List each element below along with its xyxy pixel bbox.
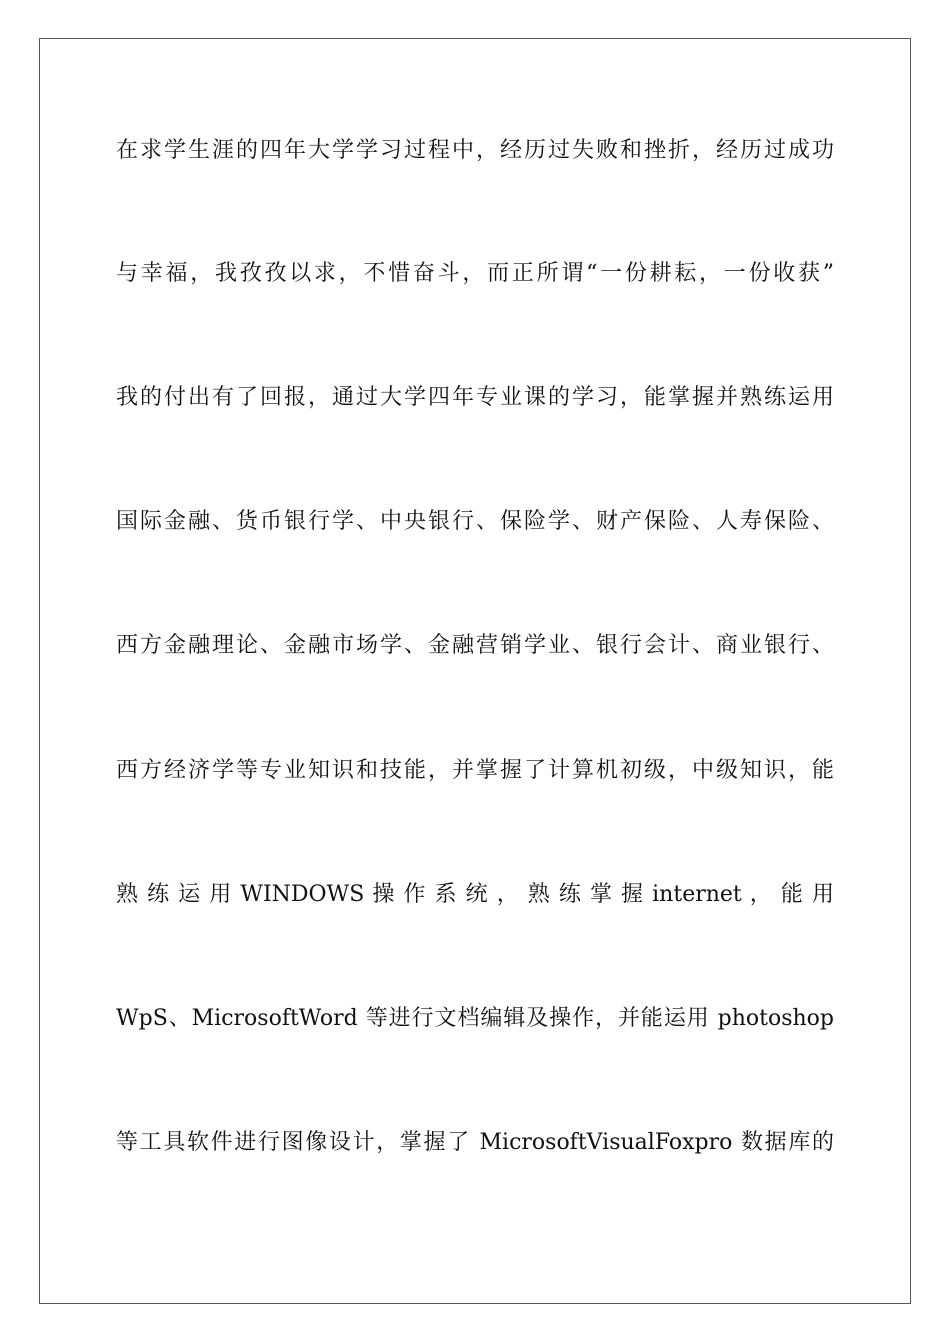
paragraph-line-3: 我的付出有了回报，通过大学四年专业课的学习，能掌握并熟练运用 [116,385,834,410]
paragraph-line-8: WpS、MicrosoftWord 等进行文档编辑及操作，并能运用 photoshop [116,1006,834,1031]
page-frame [39,38,911,1304]
paragraph-line-4: 国际金融、货币银行学、中央银行、保险学、财产保险、人寿保险、 [116,509,834,534]
paragraph-line-1: 在求学生涯的四年大学学习过程中，经历过失败和挫折，经历过成功 [116,138,834,163]
paragraph-line-9: 等工具软件进行图像设计，掌握了 MicrosoftVisualFoxpro 数据库的 [116,1130,834,1155]
paragraph-line-5: 西方金融理论、金融市场学、金融营销学业、银行会计、商业银行、 [116,633,834,658]
paragraph-line-7: 熟 练 运 用 WINDOWS 操 作 系 统 ， 熟 练 掌 握 internet ， 能 用 [116,882,834,907]
paragraph-line-6: 西方经济学等专业知识和技能，并掌握了计算机初级，中级知识，能 [116,758,834,783]
paragraph-line-2: 与幸福，我孜孜以求，不惜奋斗，而正所谓“一份耕耘，一份收获” [116,261,834,286]
